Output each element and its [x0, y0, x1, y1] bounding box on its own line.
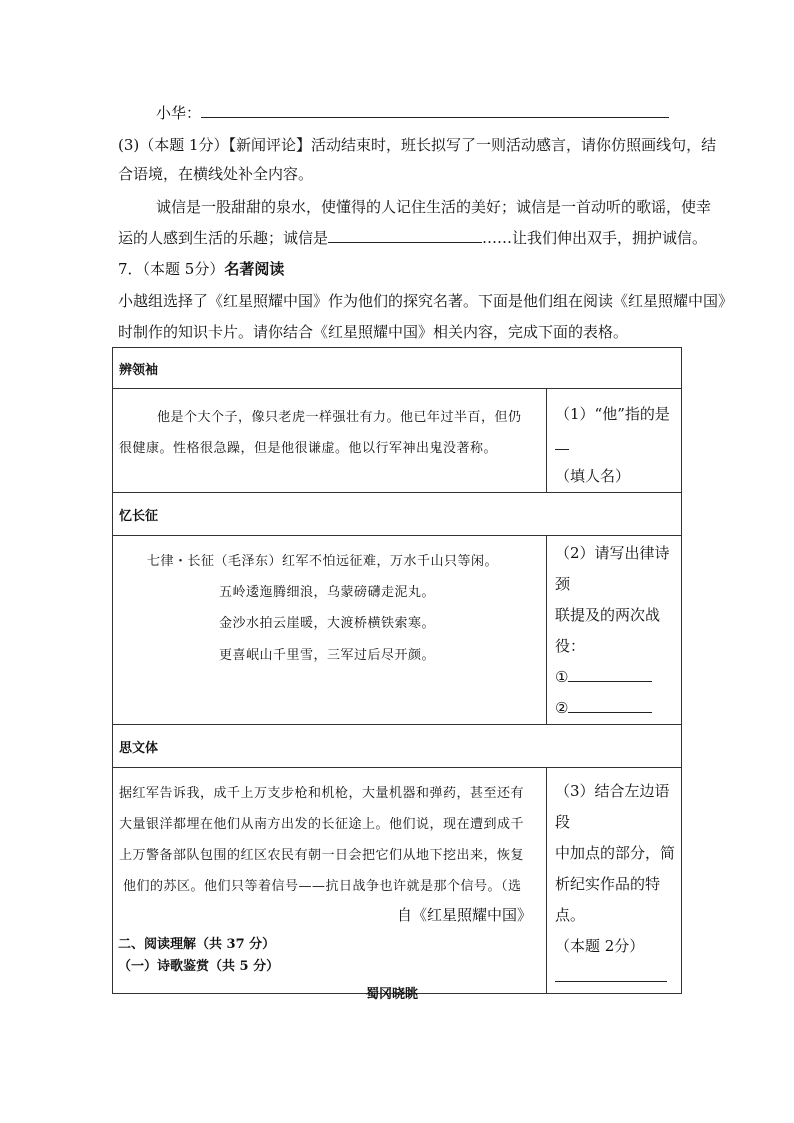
answer-blank[interactable]: [201, 103, 669, 118]
genre-blank[interactable]: [555, 967, 667, 982]
genre-question-line1: （3）结合左边语段: [555, 782, 670, 831]
genre-answer: [547, 962, 681, 993]
passage-line1: 诚信是一股甜甜的泉水，使懂得的人记住生活的美好；诚信是一首动听的歌谣，使幸: [156, 198, 712, 216]
battle-question-cell: [547, 536, 682, 725]
passage-blank[interactable]: [328, 228, 482, 243]
leader-name-blank[interactable]: [555, 435, 569, 450]
knowledge-card-table: [112, 347, 682, 994]
q7-intro-line2: 时制作的知识卡片。请你结合《红星照耀中国》相关内容，完成下面的表格。: [118, 323, 629, 341]
q7-title-bold: 名著阅读: [224, 260, 285, 278]
part2-subheading: （一）诗歌鉴赏（共 5 分）: [118, 959, 280, 974]
poem-line1: 七律・长征（毛泽东）红军不怕远征难，万水千山只等闲。: [147, 554, 499, 569]
genre-question-cell: [547, 768, 682, 994]
excerpt-line1: 据红军告诉我，成千上万支步枪和机枪，大量机器和弹药，甚至还有: [119, 786, 525, 801]
battle-answer-1: ①: [547, 662, 681, 693]
leader-question-line2: （填人名）: [555, 467, 631, 485]
passage-line2-end: ……让我们伸出双手，拥护诚信。: [482, 229, 708, 247]
part2-heading: 二、阅读理解（共 37 分）: [118, 937, 276, 952]
leader-description-cell: [113, 389, 547, 493]
poem-cell: [113, 536, 547, 725]
q3-prompt-line2: 合语境，在横线处补全内容。: [118, 165, 314, 183]
poem-line3: 金沙水拍云崖暖，大渡桥横铁索寒。: [219, 616, 436, 631]
section-title-text: 忆长征: [119, 508, 159, 524]
battle-blank-1[interactable]: [568, 667, 652, 682]
poem-line2: 五岭逶迤腾细浪，乌蒙磅礴走泥丸。: [219, 585, 436, 600]
battle-question-line1: （2）请写出律诗颈: [555, 544, 670, 593]
xiaohua-answer-line: [156, 103, 669, 123]
passage-line2-start: 运的人感到生活的乐趣；诚信是: [118, 229, 329, 247]
excerpt-line2: 大量银洋都埋在他们从南方出发的长征途上。他们说，现在遭到成千: [119, 817, 525, 832]
section-title-text: 思文体: [119, 740, 159, 756]
section-title-text: 辨领袖: [119, 362, 159, 378]
section-title-leader: [113, 348, 682, 389]
battle-answer-2: ②: [547, 693, 681, 724]
section-title-long-march: [113, 493, 682, 536]
leader-question-cell: [547, 389, 682, 493]
poem-line4: 更喜岷山千里雪，三军过后尽开颜。: [219, 648, 436, 663]
genre-question-line4: （本题 2分）: [555, 937, 645, 955]
leader-text-line1: 他是个大个子，像只老虎一样强壮有力。他已年过半百，但仍: [157, 410, 522, 425]
genre-question-line2: 中加点的部分，简: [555, 844, 676, 862]
genre-question-line3: 析纪实作品的特点。: [555, 875, 661, 924]
q7-intro-line1: 小越组选择了《红星照耀中国》作为他们的探究名著。下面是他们组在阅读《红星照耀中国》: [118, 292, 734, 310]
q7-title: [118, 259, 284, 279]
leader-question-line1: （1）“他”指的是: [547, 389, 681, 461]
battle-blank-2[interactable]: [568, 698, 652, 713]
q3-prompt-line1: (3)（本题 1分）【新闻评论】活动结束时，班长拟写了一则活动感言，请你仿照画线句，结: [118, 136, 717, 154]
q7-number: 7．（本题 5分）: [118, 260, 225, 278]
battle-question-line2: 联提及的两次战役：: [555, 606, 661, 655]
poem-title: 蜀冈晓眺: [366, 987, 419, 1002]
leader-text-line2: 很健康。性格很急躁，但是他很谦虚。他以行军神出鬼没著称。: [119, 441, 498, 456]
excerpt-source: 自《红星照耀中国》: [396, 906, 532, 924]
xiaohua-label: 小华：: [156, 104, 202, 122]
passage-line2: [118, 228, 707, 248]
section-title-genre: [113, 725, 682, 768]
excerpt-line3: 上万警备部队包围的红区农民有朝一日会把它们从地下挖出来，恢复: [119, 848, 525, 863]
excerpt-line4: 他们的苏区。他们只等着信号——抗日战争也许就是那个信号。（选: [123, 879, 522, 894]
